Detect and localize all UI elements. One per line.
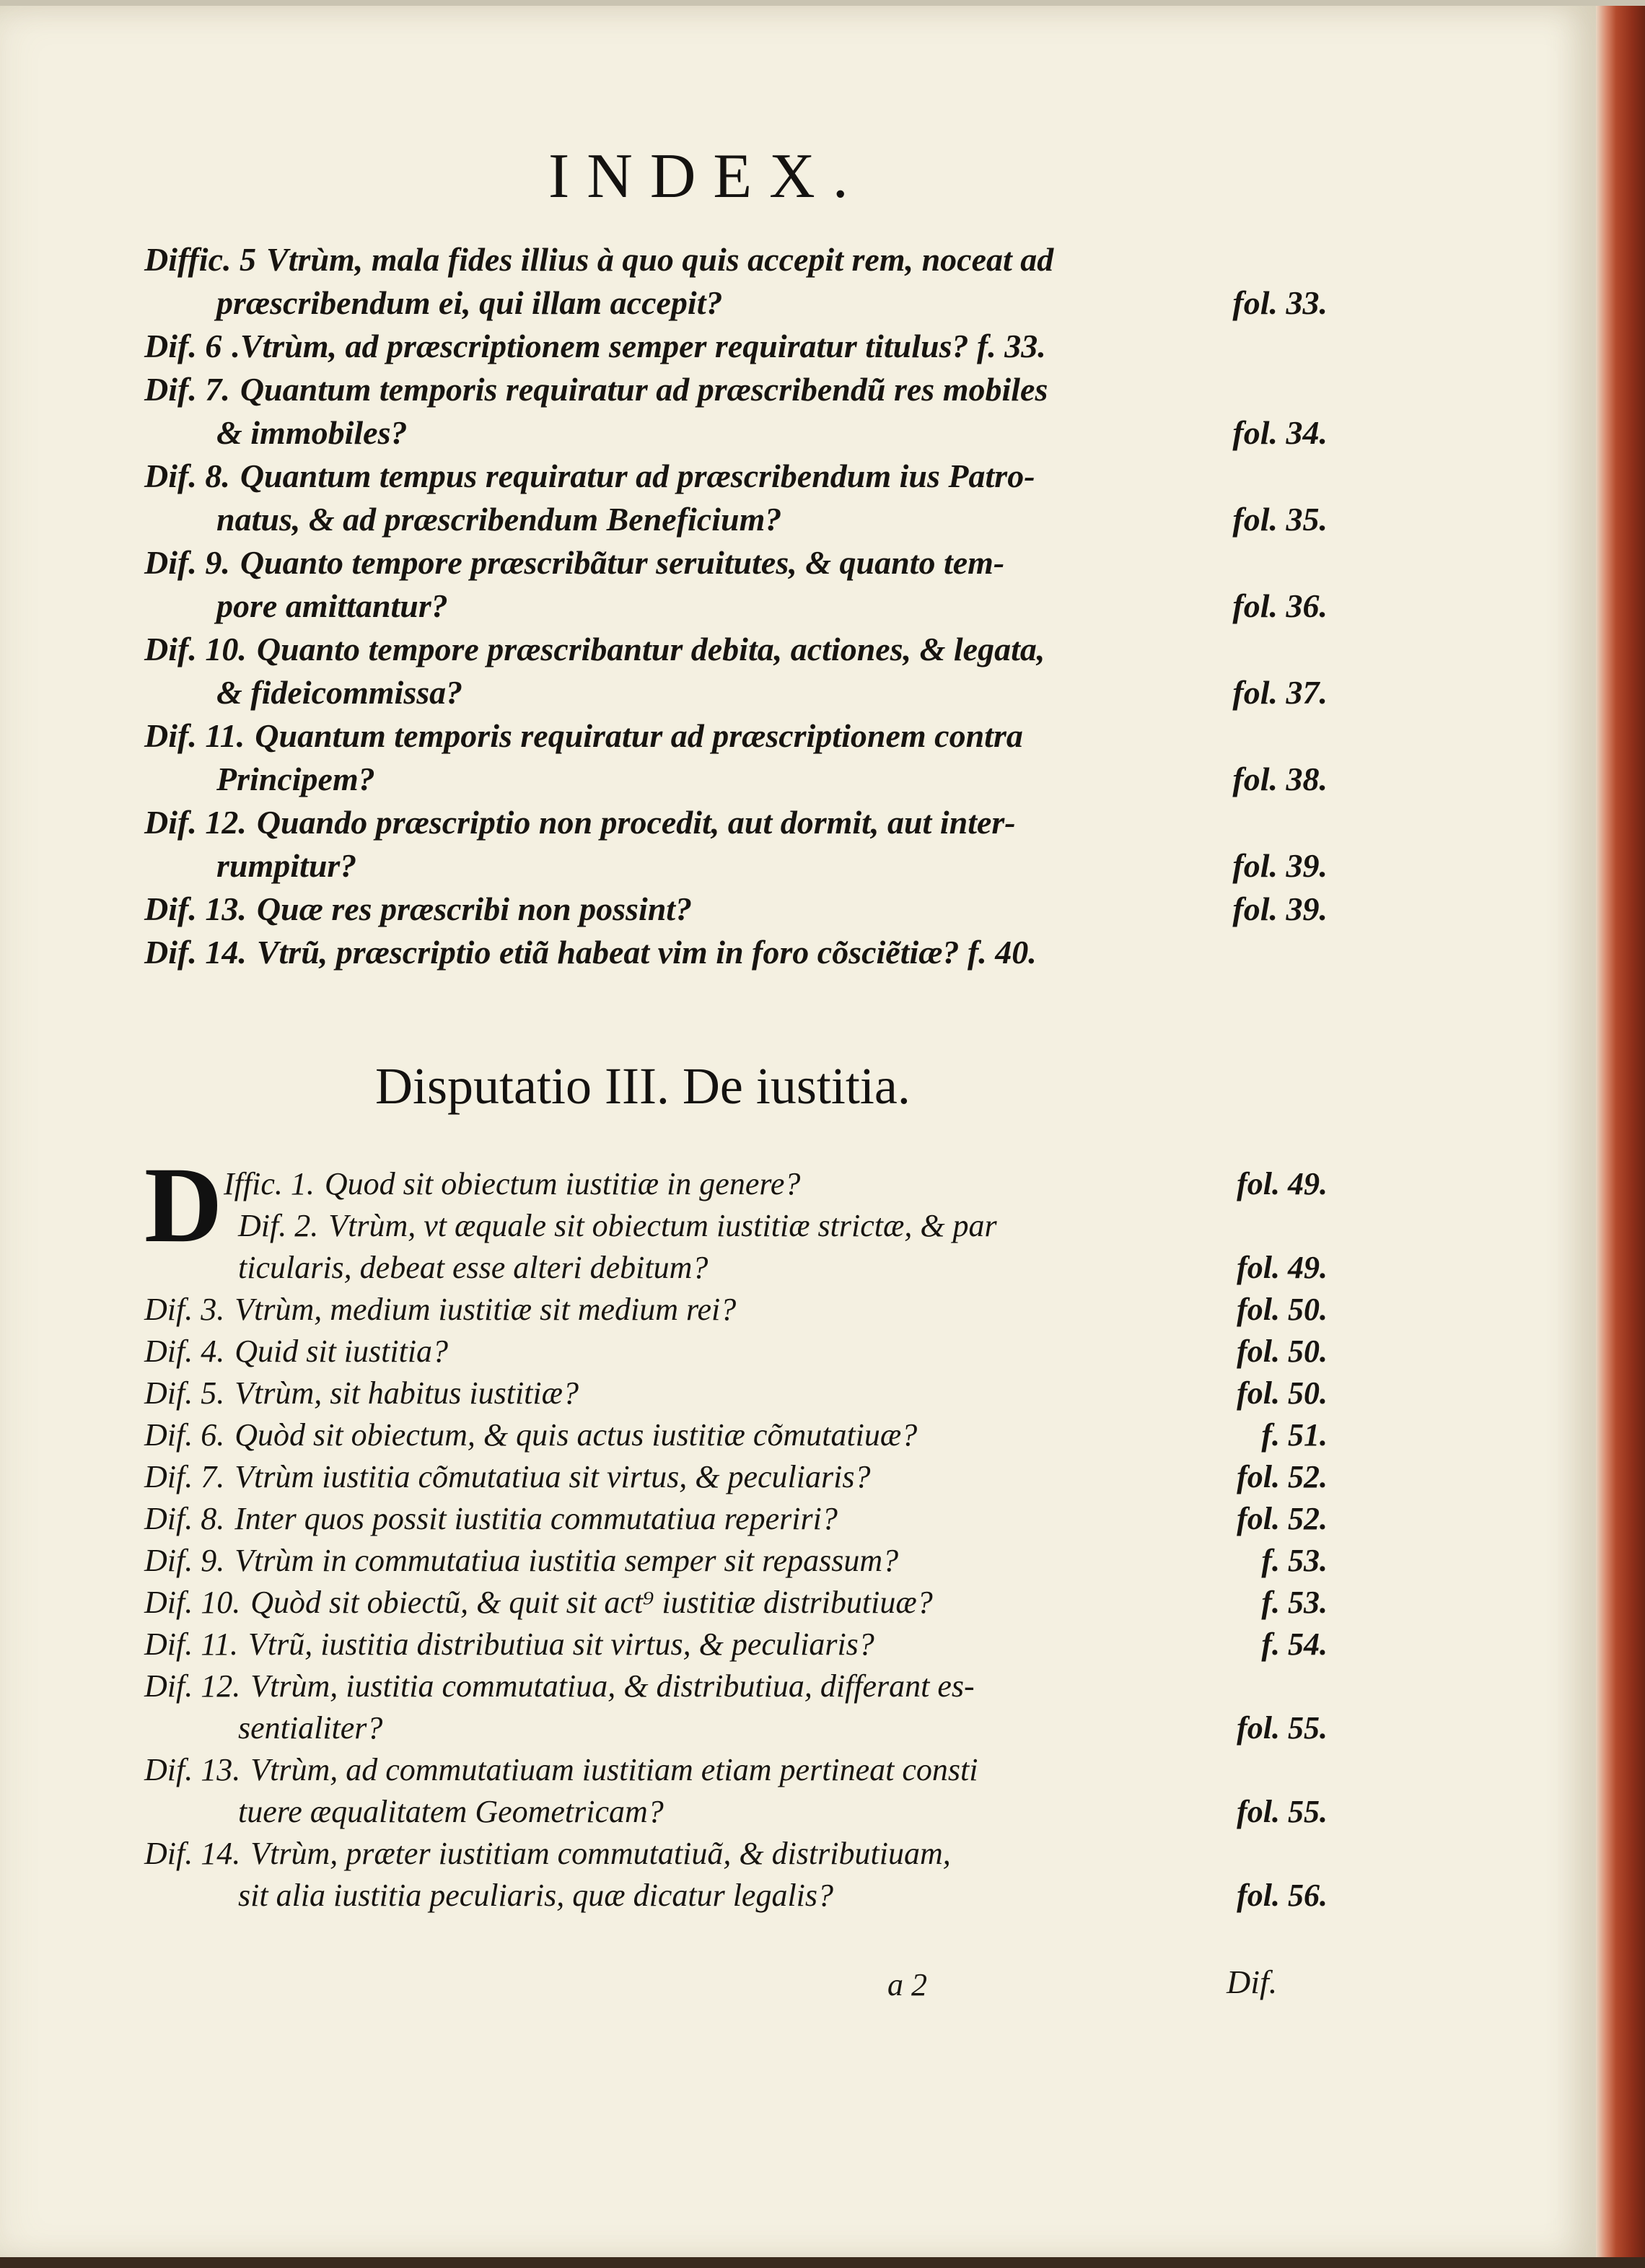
entry-folio: fol. 52. [1237, 1459, 1328, 1494]
entry-number: Dif. 6. [144, 1417, 225, 1453]
index-entry [144, 1205, 1328, 1289]
entry-folio: fol. 35. [1232, 501, 1328, 538]
entry-question-text: Vtrùm, vt æquale sit obiectum iustitiæ strictæ, & par [328, 1208, 997, 1243]
index-entry [144, 1414, 1328, 1456]
index-entry [144, 238, 1328, 325]
entry-continuation-line [144, 498, 1328, 541]
entry-question-text: Vtrùm, ad commutatiuam iustitiam etiam pertineat consti [250, 1752, 978, 1787]
entry-continuation-line [144, 1875, 1328, 1917]
index-entry [144, 628, 1328, 714]
entry-first-line [144, 1205, 1328, 1247]
entry-folio: f. 53. [1261, 1585, 1328, 1620]
entry-folio: fol. 37. [1232, 674, 1328, 711]
entry-question-text: Vtrùm, præter iustitiam commutatiuã, & distributiuam, [250, 1836, 951, 1871]
entry-folio: fol. 33. [1232, 284, 1328, 321]
entry-folio: fol. 50. [1237, 1375, 1328, 1411]
entry-number: Diffic. 5 [144, 241, 257, 278]
entry-first-line [144, 1833, 1328, 1875]
entry-folio: fol. 39. [1232, 890, 1328, 927]
entry-question-text: sit alia iustitia peculiaris, quæ dicatur legalis? [238, 1878, 834, 1913]
entry-first-line [144, 714, 1328, 758]
entry-first-line [144, 801, 1328, 844]
entry-first-line [144, 1289, 1328, 1331]
entry-question-text: Vtrùm, sit habitus iustitiæ? [234, 1375, 579, 1411]
entry-question-text: Vtrùm, mala fides illius à quo quis accepit rem, noceat ad [266, 241, 1054, 278]
entry-continuation-line [144, 1247, 1328, 1289]
entry-first-line [144, 628, 1328, 671]
entry-first-line [144, 455, 1328, 498]
entry-number: Dif. 2. [238, 1208, 319, 1243]
entry-continuation-line [144, 844, 1328, 888]
entry-number: Dif. 12. [144, 1668, 241, 1704]
entry-first-line [144, 1331, 1328, 1372]
index-entry [144, 1624, 1328, 1665]
entry-continuation-line [144, 758, 1328, 801]
drop-capital: D [144, 1145, 223, 1265]
bottom-edge [0, 2257, 1645, 2268]
entry-question-text: Vtrùm, medium iustitiæ sit medium rei? [234, 1292, 737, 1327]
entry-first-line [144, 888, 1328, 931]
entry-first-line [144, 368, 1328, 411]
entry-question-text: Vtrũ, præscriptio etiã habeat vim in foro cõsciẽtiæ? f. 40. [256, 934, 1037, 971]
entry-question-text: Quanto tempore præscribãtur seruitutes, & quanto tem- [240, 544, 1005, 581]
entry-folio: fol. 49. [1237, 1250, 1328, 1285]
entry-first-line [144, 1665, 1328, 1707]
entry-first-line [144, 1456, 1328, 1498]
entry-first-line [144, 1414, 1328, 1456]
entry-question-text: .Vtrùm, ad præscriptionem semper requiratur titulus? f. 33. [232, 328, 1046, 364]
index-entry [144, 1749, 1328, 1833]
entry-question-text: Vtrùm in commutatiua iustitia semper sit repassum? [234, 1543, 899, 1578]
index-entry [144, 455, 1328, 541]
entry-first-line [144, 1624, 1328, 1665]
entry-folio: f. 53. [1261, 1543, 1328, 1578]
entry-number: Dif. 7. [144, 1459, 225, 1494]
entry-number: Dif. 12. [144, 804, 247, 841]
index-entry [144, 1331, 1328, 1372]
entry-folio: f. 51. [1261, 1417, 1328, 1453]
entry-question-text: tuere æqualitatem Geometricam? [238, 1794, 664, 1829]
index-entry [144, 1163, 1328, 1205]
entry-question-text: Quando præscriptio non procedit, aut dormit, aut inter- [256, 804, 1016, 841]
entry-question-text: Vtrùm, iustitia commutatiua, & distributiua, differant es- [250, 1668, 975, 1704]
index-entry [144, 325, 1328, 368]
entry-first-line [144, 541, 1328, 584]
entry-number: Dif. 9. [144, 544, 230, 581]
entry-folio: fol. 55. [1237, 1710, 1328, 1746]
entry-continuation-line [144, 411, 1328, 455]
entry-first-line [144, 1372, 1328, 1414]
entry-question-text: & immobiles? [216, 414, 408, 451]
index-entry [144, 1582, 1328, 1624]
entry-folio: fol. 39. [1232, 847, 1328, 884]
entry-folio: fol. 56. [1237, 1878, 1328, 1913]
entry-number: Dif. 14. [144, 1836, 241, 1871]
entry-question-text: Inter quos possit iustitia commutatiua reperiri? [234, 1501, 838, 1536]
entry-folio: fol. 38. [1232, 761, 1328, 797]
entry-first-line [144, 1749, 1328, 1791]
entry-question-text: ticularis, debeat esse alteri debitum? [238, 1250, 709, 1285]
entry-number: Dif. 5. [144, 1375, 225, 1411]
entry-number: Dif. 10. [144, 631, 247, 667]
entry-question-text: Quòd sit obiectum, & quis actus iustitiæ cõmutatiuæ? [234, 1417, 918, 1453]
index-entry [144, 1498, 1328, 1540]
entry-number: Dif. 10. [144, 1585, 241, 1620]
entry-folio: fol. 50. [1237, 1334, 1328, 1369]
entry-question-text: Quæ res præscribi non possint? [256, 890, 693, 927]
index-entry [144, 541, 1328, 628]
index-entry [144, 1372, 1328, 1414]
entry-folio: fol. 34. [1232, 414, 1328, 451]
entry-first-line [144, 1163, 1328, 1205]
index-entries-part2 [144, 1163, 1328, 1917]
index-entry [144, 801, 1328, 888]
entry-question-text: Quòd sit obiectũ, & quit sit act⁹ iustitiæ distributiuæ? [250, 1585, 933, 1620]
entry-folio: f. 54. [1261, 1626, 1328, 1662]
entry-folio: fol. 36. [1232, 587, 1328, 624]
entry-question-text: Principem? [216, 761, 375, 797]
entry-number: Dif. 13. [144, 890, 247, 927]
catchword: Dif. [1227, 1963, 1278, 2000]
index-entry [144, 888, 1328, 931]
entry-number: Dif. 6 [144, 328, 222, 364]
page-edge-red [1596, 6, 1645, 2263]
entry-question-text: sentialiter? [238, 1710, 383, 1746]
entry-first-line [144, 325, 1328, 368]
entry-folio: fol. 55. [1237, 1794, 1328, 1829]
entry-continuation-line [144, 584, 1328, 628]
entry-folio: fol. 50. [1237, 1292, 1328, 1327]
entry-number: Dif. 3. [144, 1292, 225, 1327]
entry-question-text: Quanto tempore præscribantur debita, actiones, & legata, [256, 631, 1045, 667]
entry-first-line [144, 1582, 1328, 1624]
index-entry [144, 1665, 1328, 1749]
index-entry [144, 368, 1328, 455]
entry-number: Dif. 8. [144, 457, 230, 494]
entry-number: Dif. 4. [144, 1334, 225, 1369]
entry-number: Dif. 14. [144, 934, 247, 971]
index-entry [144, 714, 1328, 801]
index-entry [144, 1833, 1328, 1917]
entry-first-line [144, 1540, 1328, 1582]
entry-number: Dif. 11. [144, 717, 245, 754]
entry-question-text: Vtrũ, iustitia distributiua sit virtus, & peculiaris? [247, 1626, 874, 1662]
entry-number: Dif. 7. [144, 371, 230, 408]
entry-folio: fol. 49. [1237, 1166, 1328, 1201]
index-entries-part1 [144, 238, 1328, 974]
entry-number: Iffic. 1. [224, 1166, 315, 1201]
entry-number: Dif. 9. [144, 1543, 225, 1578]
index-entry [144, 931, 1328, 974]
entry-question-text: Vtrùm iustitia cõmutatiua sit virtus, & peculiaris? [234, 1459, 871, 1494]
entry-question-text: Quantum tempus requiratur ad præscribendum ius Patro- [240, 457, 1035, 494]
entry-continuation-line [144, 1791, 1328, 1833]
entry-question-text: & fideicommissa? [216, 674, 463, 711]
entry-question-text: pore amittantur? [216, 587, 448, 624]
entry-question-text: Quid sit iustitia? [234, 1334, 449, 1369]
entry-question-text: rumpitur? [216, 847, 357, 884]
entry-question-text: Quantum temporis requiratur ad præscribendũ res mobiles [240, 371, 1048, 408]
entry-continuation-line [144, 671, 1328, 714]
entry-folio: fol. 52. [1237, 1501, 1328, 1536]
entry-continuation-line [144, 1707, 1328, 1749]
index-entry [144, 1456, 1328, 1498]
entry-continuation-line [144, 281, 1328, 325]
entry-question-text: natus, & ad præscribendum Beneficium? [216, 501, 782, 538]
entry-number: Dif. 11. [144, 1626, 238, 1662]
index-entry [144, 1289, 1328, 1331]
entry-first-line [144, 1498, 1328, 1540]
entry-question-text: Quod sit obiectum iustitiæ in genere? [324, 1166, 801, 1201]
entry-first-line [144, 931, 1328, 974]
entry-question-text: præscribendum ei, qui illam accepit? [216, 284, 723, 321]
entry-question-text: Quantum temporis requiratur ad præscriptionem contra [255, 717, 1023, 754]
page-title: INDEX. [548, 141, 866, 211]
index-entry [144, 1540, 1328, 1582]
entry-number: Dif. 8. [144, 1501, 225, 1536]
entry-first-line [144, 238, 1328, 281]
signature-mark: a 2 [887, 1967, 927, 2002]
section-heading: Disputatio III. De iustitia. [375, 1057, 911, 1115]
entry-number: Dif. 13. [144, 1752, 241, 1787]
